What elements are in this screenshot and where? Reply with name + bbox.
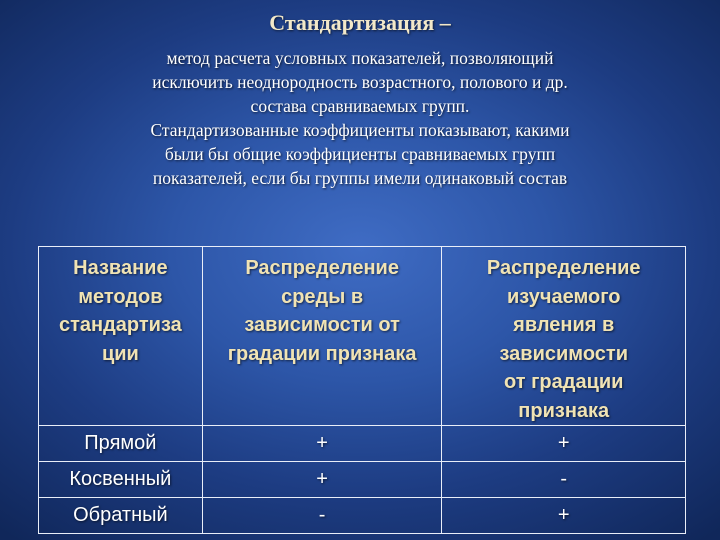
header-line: зависимости от xyxy=(244,314,400,336)
definition-line: состава сравниваемых групп. xyxy=(250,96,470,116)
header-line: среды в xyxy=(281,285,364,308)
header-line: явления в xyxy=(513,314,615,336)
header-line: методов xyxy=(78,285,163,308)
table-row xyxy=(39,498,686,534)
definition-line: Стандартизованные коэффициенты показывают, какими xyxy=(150,120,570,140)
definition-line: метод расчета условных показателей, позволяющий xyxy=(166,48,554,68)
table-row xyxy=(39,426,686,462)
header-line: Распределение xyxy=(245,257,399,279)
definition-line: были бы общие коэффициенты сравниваемых групп xyxy=(164,144,556,164)
method-name-cell: Прямой xyxy=(39,426,203,462)
header-line: Распределение xyxy=(486,257,641,279)
method-name-cell: Обратный xyxy=(39,498,203,534)
header-line: изучаемого xyxy=(506,285,621,308)
header-phenomenon-distribution xyxy=(442,247,686,426)
methods-table xyxy=(38,246,686,534)
environment-cell: + xyxy=(202,462,442,498)
definition-line: показателей, если бы группы имели одинаковый состав xyxy=(152,168,568,188)
phenomenon-cell: + xyxy=(442,498,686,534)
method-name-cell: Косвенный xyxy=(39,462,203,498)
header-line: стандартиза xyxy=(58,314,182,336)
header-line: градации признака xyxy=(227,342,417,365)
phenomenon-cell: + xyxy=(442,426,686,462)
header-line: зависимости xyxy=(499,342,628,365)
phenomenon-cell: - xyxy=(442,462,686,498)
definition-text xyxy=(40,46,680,190)
header-environment-distribution xyxy=(202,247,442,426)
environment-cell: - xyxy=(202,498,442,534)
header-method-name xyxy=(39,247,203,426)
header-line: ции xyxy=(101,342,139,365)
definition-line: исключить неоднородность возрастного, полового и др. xyxy=(152,72,568,92)
slide-title: Стандартизация – xyxy=(269,10,451,35)
header-line: признака xyxy=(518,399,610,422)
table-row xyxy=(39,462,686,498)
table-header-row xyxy=(39,247,686,426)
header-line: Название xyxy=(73,257,168,279)
environment-cell: + xyxy=(202,426,442,462)
header-line: от градации xyxy=(504,371,624,393)
